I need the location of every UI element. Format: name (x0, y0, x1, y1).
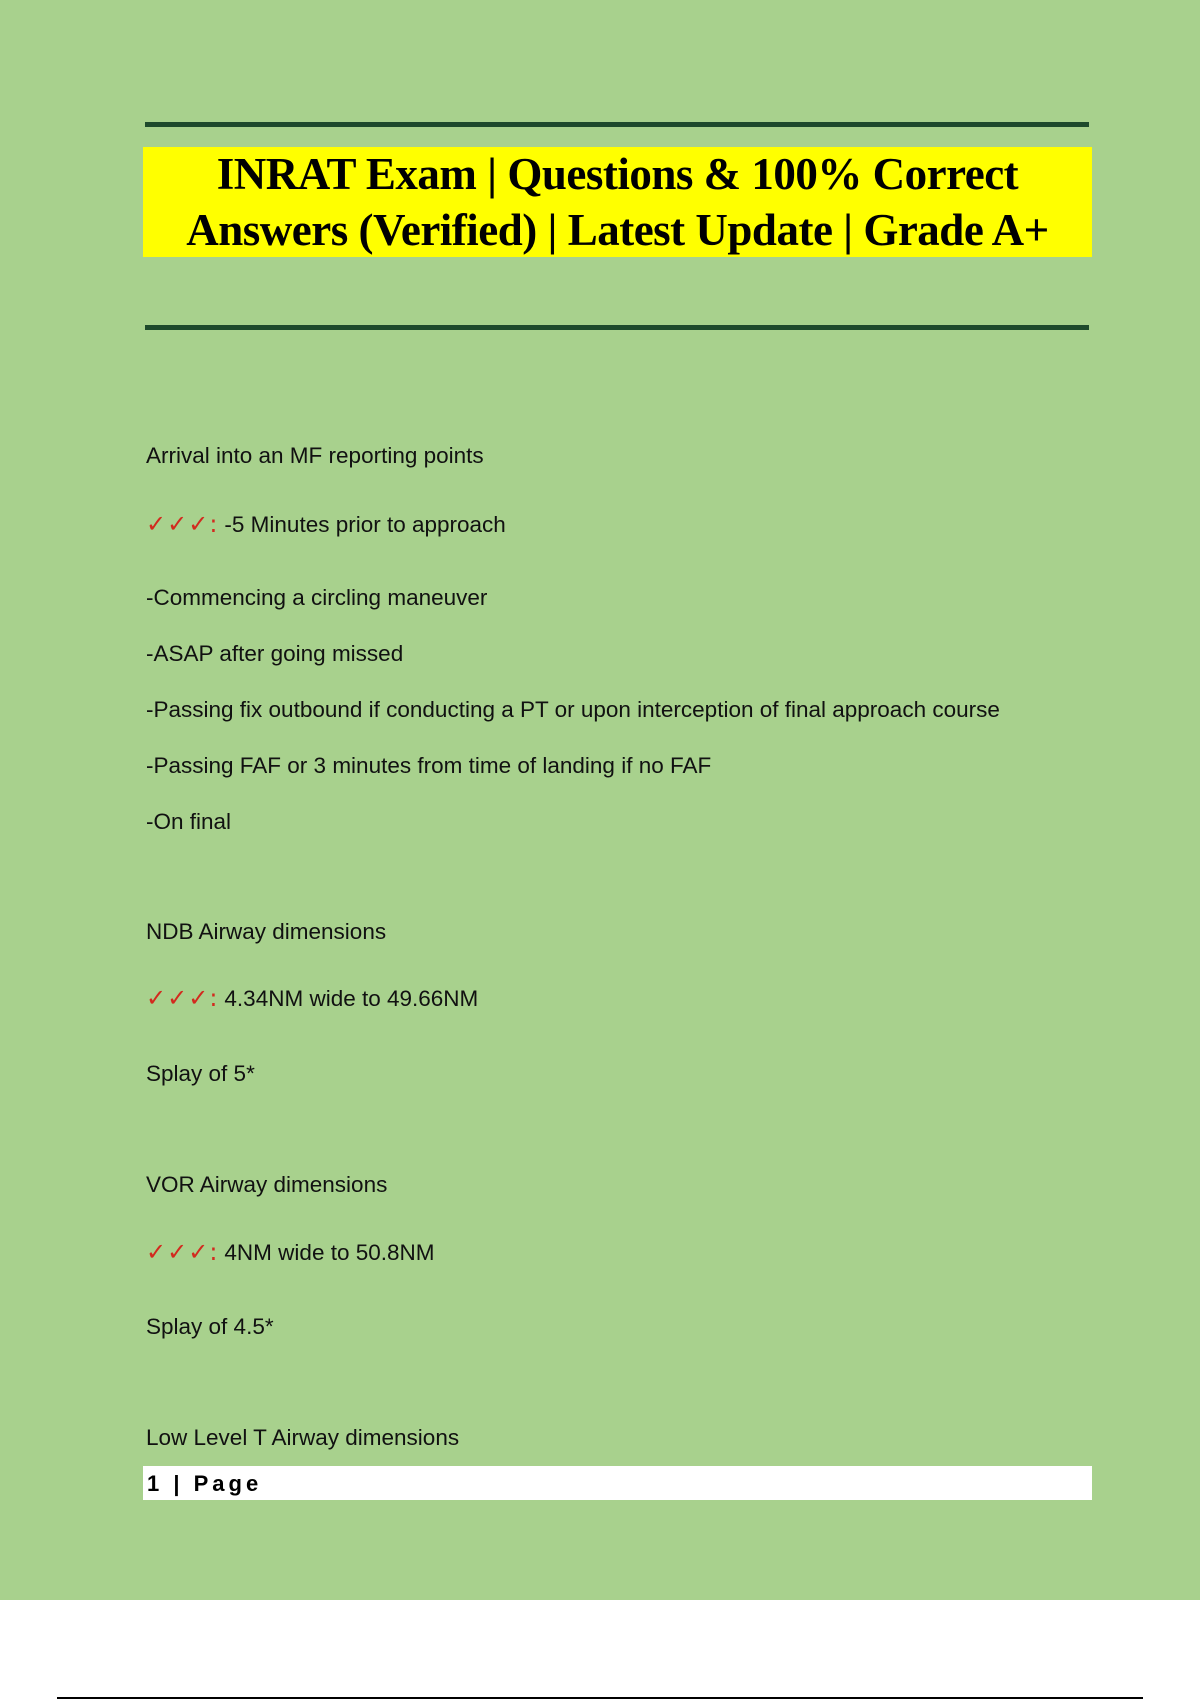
next-page-rule (57, 1697, 1143, 1699)
answer-1-detail-3: -Passing fix outbound if conducting a PT or upon interception of final approach course (146, 697, 1000, 722)
header-rule-bottom (145, 325, 1089, 330)
page-footer (143, 1466, 1092, 1500)
answer-1-detail-1: -Commencing a circling maneuver (146, 585, 488, 610)
header-rule-top (145, 122, 1089, 127)
answer-2-detail-1: Splay of 5* (146, 1061, 255, 1086)
page-number: 1 | Page (147, 1471, 263, 1496)
document-title (186, 146, 1048, 258)
answer-1-detail-5: -On final (146, 809, 232, 834)
answer-1-text: -5 Minutes prior to approach (224, 512, 506, 537)
question-1: Arrival into an MF reporting points (146, 443, 484, 468)
answer-3-detail-1: Splay of 4.5* (146, 1314, 274, 1339)
question-2: NDB Airway dimensions (146, 919, 387, 944)
answer-2-text: 4.34NM wide to 49.66NM (224, 986, 479, 1011)
answer-1-detail-4: -Passing FAF or 3 minutes from time of landing if no FAF (146, 753, 712, 778)
answer-1-detail-2: -ASAP after going missed (146, 641, 404, 666)
checkmark-icon: ✓✓✓: (146, 984, 219, 1012)
question-4: Low Level T Airway dimensions (146, 1425, 460, 1450)
answer-1 (146, 510, 506, 539)
title-banner (143, 147, 1092, 257)
question-3: VOR Airway dimensions (146, 1172, 388, 1197)
checkmark-icon: ✓✓✓: (146, 510, 219, 538)
answer-3 (146, 1238, 435, 1267)
checkmark-icon: ✓✓✓: (146, 1238, 219, 1266)
answer-2 (146, 984, 478, 1013)
answer-3-text: 4NM wide to 50.8NM (224, 1240, 435, 1265)
title-line-2: Answers (Verified) | Latest Update | Grade A+ (186, 205, 1049, 255)
title-line-1: INRAT Exam | Questions & 100% Correct (216, 149, 1019, 199)
